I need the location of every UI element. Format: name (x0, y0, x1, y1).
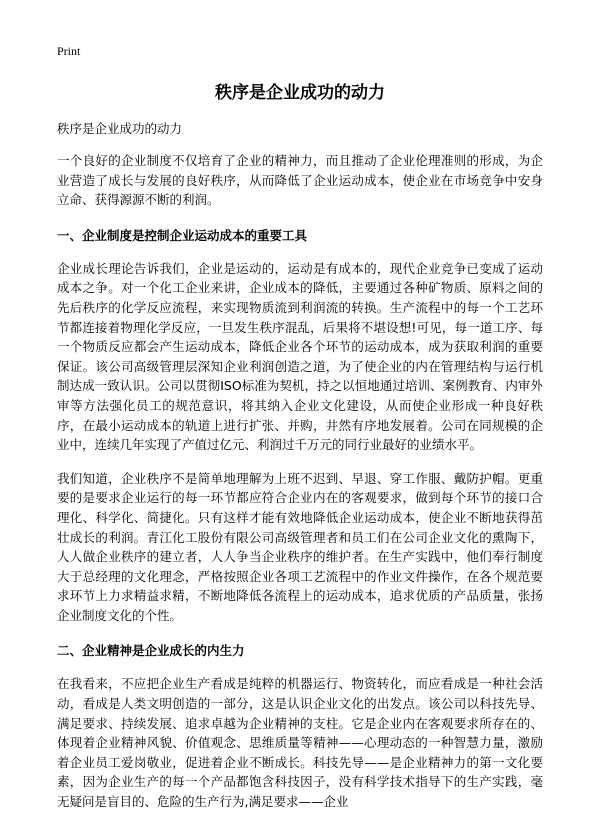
intro-paragraph: 一个良好的企业制度不仅培育了企业的精神力，而且推动了企业伦理准则的形成，为企业营造了成长与发展的良好秩序，从而降低了企业运动成本，使企业在市场竞争中安身立命、获得源源不断的利润。 (57, 153, 543, 208)
section-2-heading: 二、企业精神是企业成长的内生力 (57, 643, 245, 659)
section-2-paragraph-1: 在我看来，不应把企业生产看成是纯粹的机器运行、物资转化，而应看成是一种社会活动，看成是人类文明创造的一部分，这是认识企业文化的出发点。该公司以科技先导、满足要求、持续发展、追求卓越为企业精神的支柱。它是企业内在客观要求所存在的、体现着企业精神风貌、价值观念、思维质量等精神——心理动态的一种智慧力量，激励着企业员工爱岗敬业，促进着企业不断成长。科技先导——是企业精神力的第一文化要素，因为企业生产的每一个产品都饱含科技因子，没有科学技术指导下的生产实践，毫无疑问是盲目的、危险的生产行为,满足要求——企业 (57, 676, 543, 810)
section-1-paragraph-2: 我们知道，企业秩序不是简单地理解为上班不迟到、早退、穿工作服、戴防护帽。更重要的是要求企业运行的每一环节都应符合企业内在的客观要求，做到每个环节的接口合理化、科学化、简捷化。只有这样才能有效地降低企业运动成本，使企业不断地获得茁壮成长的利润。青江化工股份有限公司高级管理者和员工们在公司企业文化的熏陶下，人人做企业秩序的建立者，人人争当企业秩序的维护者。在生产实践中，他们奉行制度大于总经理的文化理念，严格按照企业各项工艺流程中的作业文件操作，在各个规范要求环节上力求精益求精，不断地降低各流程上的运动成本，追求优质的产品质量，张扬企业制度文化的个性。 (57, 470, 543, 623)
article-subtitle: 秩序是企业成功的动力 (57, 121, 183, 136)
page-title: 秩序是企业成功的动力 (215, 83, 385, 103)
print-link[interactable]: Print (57, 44, 81, 58)
section-1-heading: 一、企业制度是控制企业运动成本的重要工具 (57, 227, 308, 243)
section-1-paragraph-1: 企业成长理论告诉我们，企业是运动的，运动是有成本的，现代企业竞争已变成了运动成本之争。对一个化工企业来讲，企业成本的降低，主要通过各种矿物质、原料之间的先后秩序的化学反应流程，来实现物质流到利润流的转换。生产流程中的每一个工艺环节都连接着物理化学反应，一旦发生秩序混乱，后果将不堪设想!可见，每一道工序、每一个物质反应都会产生运动成本，降低企业各个环节的运动成本，成为获取利润的重要保证。该公司高级管理层深知企业利润创造之道，为了使企业的内在管理结构与运行机制达成一致认识。公司以贯彻ISO标准为契机，持之以恒地通过培训、案例教育、内审外审等方法强化员工的规范意识，将其纳入企业文化建设，从而使企业形成一种良好秩序，在最小运动成本的轨道上进行扩张、并购，井然有序地发展着。公司在同规模的企业中，连续几年实现了产值过亿元、利润过千万元的同行业最好的业绩水平。 (57, 260, 543, 453)
